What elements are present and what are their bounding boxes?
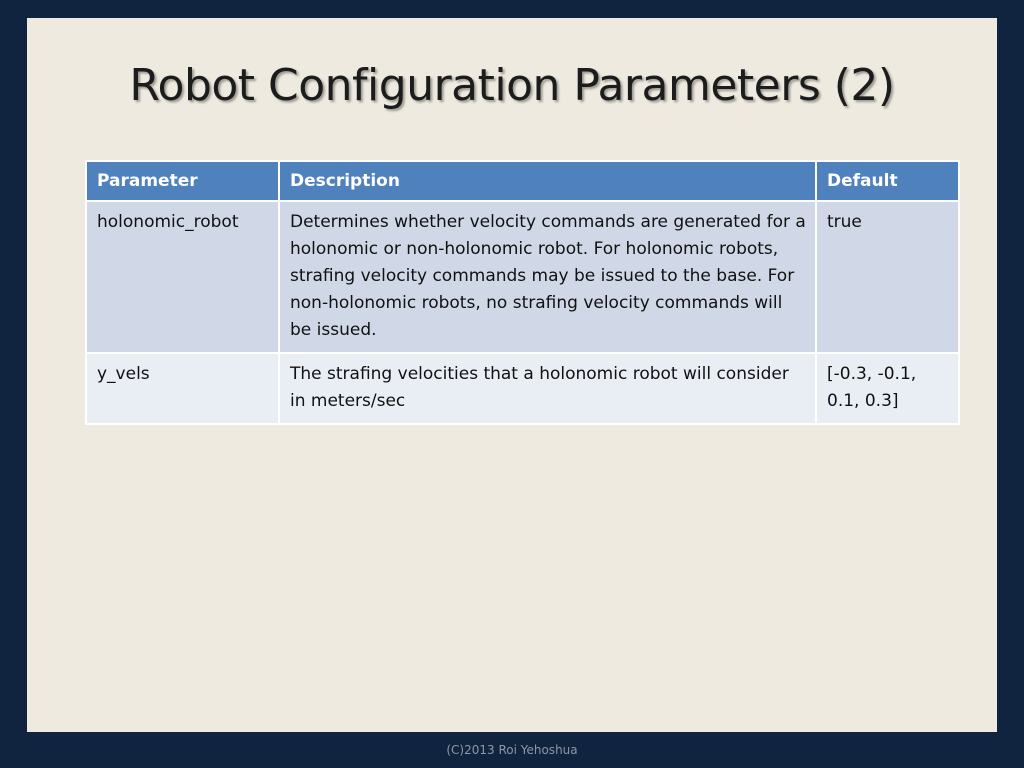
- header-parameter: Parameter: [86, 161, 279, 201]
- header-description: Description: [279, 161, 816, 201]
- table-row: [86, 353, 959, 424]
- slide: [27, 18, 997, 732]
- parameters-table: [85, 160, 960, 425]
- slide-title: Robot Configuration Parameters (2): [129, 60, 895, 111]
- footer-copyright: (C)2013 Roi Yehoshua: [446, 743, 578, 757]
- cell-description: Determines whether velocity commands are generated for a holonomic or non-holonomic robot. For holonomic robots, strafing velocity commands may be issued to the base. For non-holonomic robots, no strafing velocity commands will be issued.: [279, 201, 816, 353]
- table-row: [86, 201, 959, 353]
- cell-default: true: [816, 201, 959, 353]
- table-header-row: [86, 161, 959, 201]
- cell-default: [-0.3, -0.1, 0.1, 0.3]: [816, 353, 959, 424]
- header-default: Default: [816, 161, 959, 201]
- cell-parameter: y_vels: [86, 353, 279, 424]
- cell-parameter: holonomic_robot: [86, 201, 279, 353]
- cell-description: The strafing velocities that a holonomic robot will consider in meters/sec: [279, 353, 816, 424]
